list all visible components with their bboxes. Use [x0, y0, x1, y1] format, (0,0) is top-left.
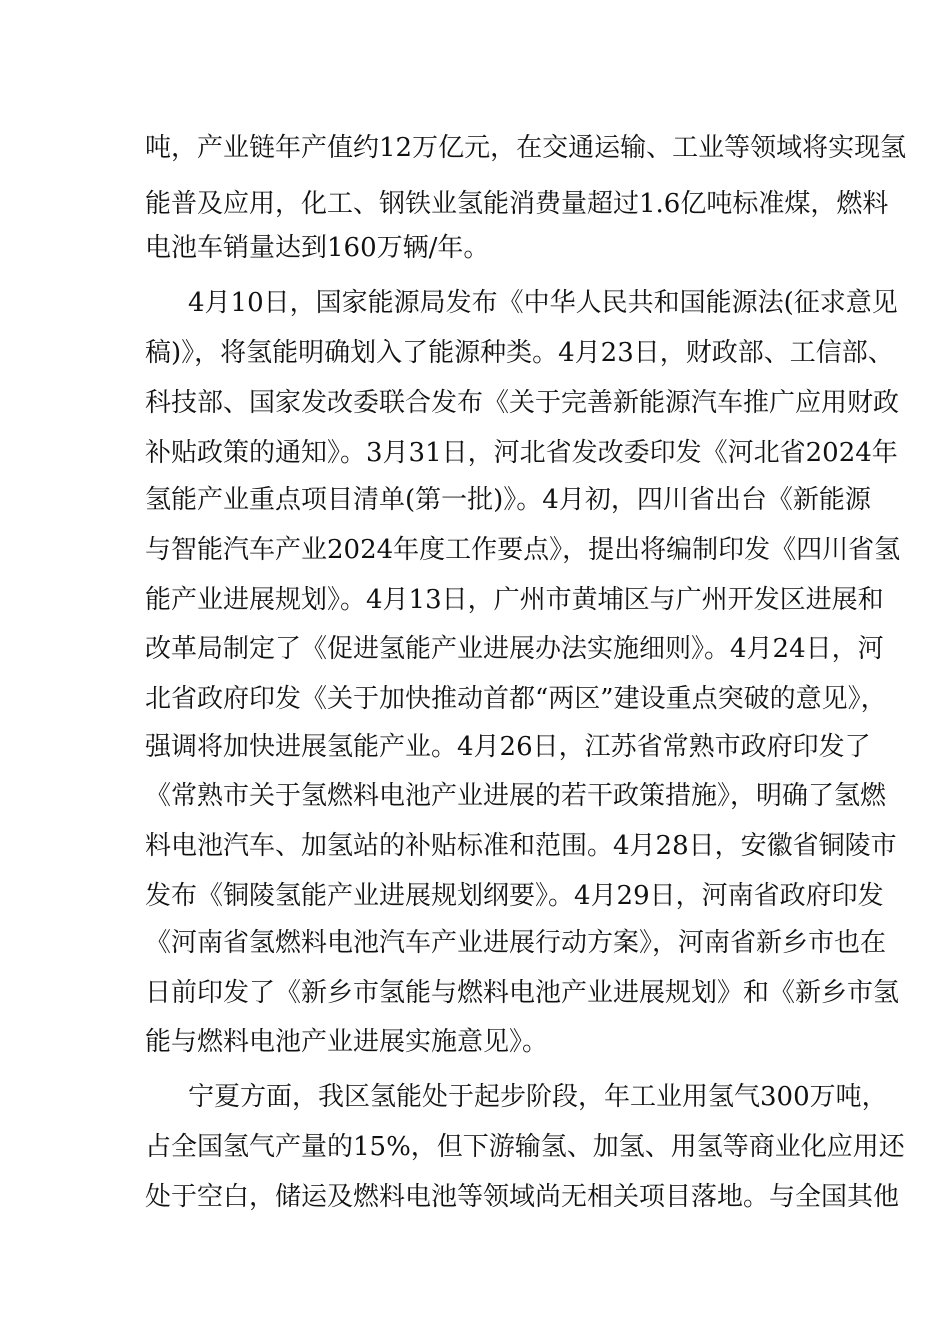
paragraph-2-line-4: 补贴政策的通知》。3月31日，河北省发改委印发《河北省2024年 [145, 438, 898, 468]
paragraph-2-line-15: 日前印发了《新乡市氢能与燃料电池产业进展规划》和《新乡市氢 [145, 978, 900, 1008]
paragraph-2-line-12: 料电池汽车、加氢站的补贴标准和范围。4月28日，安徽省铜陵市 [145, 831, 897, 861]
paragraph-2-line-5: 氢能产业重点项目清单(第一批)》。4月初，四川省出台《新能源 [145, 485, 871, 515]
paragraph-1-line-1: 吨，产业链年产值约12万亿元，在交通运输、工业等领域将实现氢 [145, 133, 907, 163]
paragraph-3-line-1: 宁夏方面，我区氢能处于起步阶段，年工业用氢气300万吨， [188, 1082, 888, 1112]
paragraph-2-line-16: 能与燃料电池产业进展实施意见》。 [145, 1027, 549, 1057]
paragraph-2-line-8: 改革局制定了《促进氢能产业进展办法实施细则》。4月24日，河 [145, 634, 884, 664]
paragraph-2-line-7: 能产业进展规划》。4月13日，广州市黄埔区与广州开发区进展和 [145, 585, 884, 615]
paragraph-2-line-14: 《河南省氢燃料电池汽车产业进展行动方案》，河南省新乡市也在 [145, 928, 887, 958]
paragraph-2-line-11: 《常熟市关于氢燃料电池产业进展的若干政策措施》，明确了氢燃 [145, 781, 887, 811]
paragraph-2-line-9: 北省政府印发《关于加快推动首都“两区”建设重点突破的意见》， [145, 684, 887, 714]
paragraph-2-line-2: 稿)》，将氢能明确划入了能源种类。4月23日，财政部、工信部、 [145, 338, 894, 368]
paragraph-3-line-2: 占全国氢气产量的15%，但下游输氢、加氢、用氢等商业化应用还 [145, 1132, 905, 1162]
paragraph-2-line-1: 4月10日，国家能源局发布《中华人民共和国能源法(征求意见 [188, 288, 898, 318]
paragraph-2-line-6: 与智能汽车产业2024年度工作要点》，提出将编制印发《四川省氢 [145, 535, 901, 565]
paragraph-2-line-13: 发布《铜陵氢能产业进展规划纲要》。4月29日，河南省政府印发 [145, 881, 884, 911]
paragraph-3-line-3: 处于空白，储运及燃料电池等领域尚无相关项目落地。与全国其他 [145, 1182, 900, 1212]
paragraph-2-line-3: 科技部、国家发改委联合发布《关于完善新能源汽车推广应用财政 [145, 388, 900, 418]
paragraph-1-line-2: 能普及应用，化工、钢铁业氢能消费量超过1.6亿吨标准煤，燃料 [145, 189, 889, 219]
paragraph-2-line-10: 强调将加快进展氢能产业。4月26日，江苏省常熟市政府印发了 [145, 732, 871, 762]
paragraph-1-line-3: 电池车销量达到160万辆/年。 [145, 233, 490, 263]
